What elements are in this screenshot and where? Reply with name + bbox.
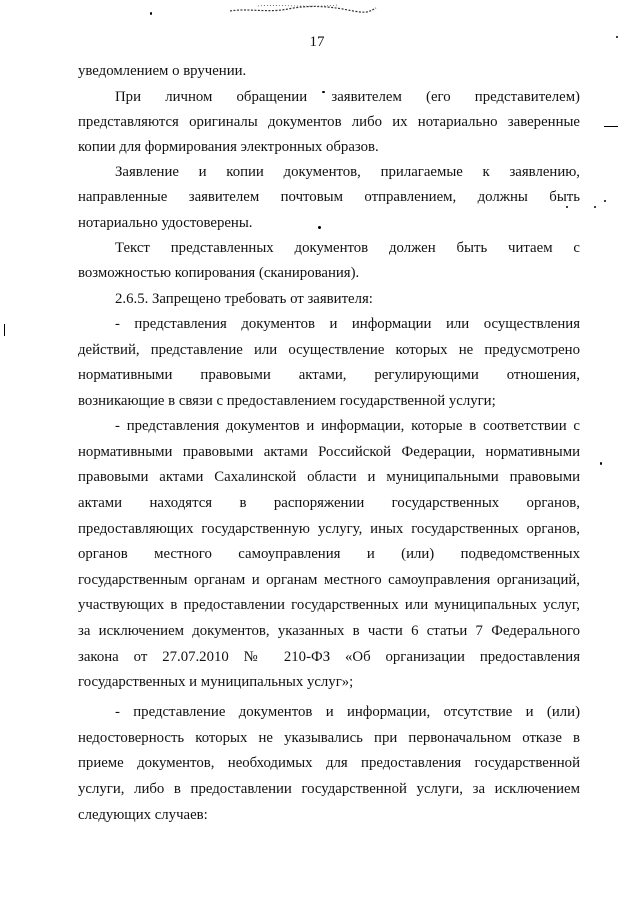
text-line: нотариально удостоверены. [78,215,253,231]
text-line: государственных и муниципальных услуг»; [78,674,354,690]
text-line: При личном обращении заявителем (его представителем) [115,89,580,105]
scan-speck [604,200,606,202]
text-line: за исключением документов, указанных в части 6 статьи 7 Федерального [78,623,580,639]
text-line: государственным органам и органам местного самоуправления организаций, [78,572,580,588]
text-line: следующих случаев: [78,807,208,823]
text-line: - представления документов и информации или осуществления [115,316,580,332]
scan-speck [594,206,596,208]
text-line: уведомлением о вручении. [78,63,247,79]
text-line: нормативными правовыми актами, регулирующими отношения, [78,367,580,383]
text-line: нормативными правовыми актами Российской Федерации, нормативными [78,444,580,460]
text-line: представляются оригиналы документов либо их нотариально заверенные [78,114,580,130]
scan-speck [566,206,568,208]
scan-artifact-top [228,2,378,16]
text-line: действий, представление или осуществление которых не предусмотрено [78,342,580,358]
text-line: Заявление и копии документов, прилагаемые к заявлению, [115,164,580,180]
text-line: приеме документов, необходимых для предоставления государственной [78,755,580,771]
text-line: - представление документов и информации, отсутствие и (или) [115,704,580,720]
text-line: правовыми актами Сахалинской области и муниципальными правовыми [78,469,580,485]
text-line: Текст представленных документов должен быть читаем с [115,240,580,256]
text-line: направленные заявителем почтовым отправлением, должны быть [78,189,580,205]
text-line: копии для формирования электронных образов. [78,139,379,155]
text-line: предоставляющих государственную услугу, иных государственных органов, [78,521,580,537]
text-line: 2.6.5. Запрещено требовать от заявителя: [115,291,373,307]
text-line: органов местного самоуправления и (или) подведомственных [78,546,580,562]
text-line: закона от 27.07.2010 № 210-ФЗ «Об организации предоставления [78,649,580,665]
scan-speck [600,462,602,465]
text-line: возникающие в связи с предоставлением государственной услуги; [78,393,496,409]
scan-speck [4,324,5,336]
page-number: 17 [309,34,325,50]
text-line: - представления документов и информации, которые в соответствии с [115,418,580,434]
text-line: актами находятся в распоряжении государственных органов, [78,495,580,511]
scan-speck [604,126,618,127]
text-line: возможностью копирования (сканирования). [78,265,360,281]
text-line: недостоверность которых не указывались при первоначальном отказе в [78,730,580,746]
text-line: услуги, либо в предоставлении государственной услуги, за исключением [78,781,580,797]
scan-speck [150,12,152,15]
text-line: участвующих в предоставлении государственных или муниципальных услуг, [78,597,580,613]
